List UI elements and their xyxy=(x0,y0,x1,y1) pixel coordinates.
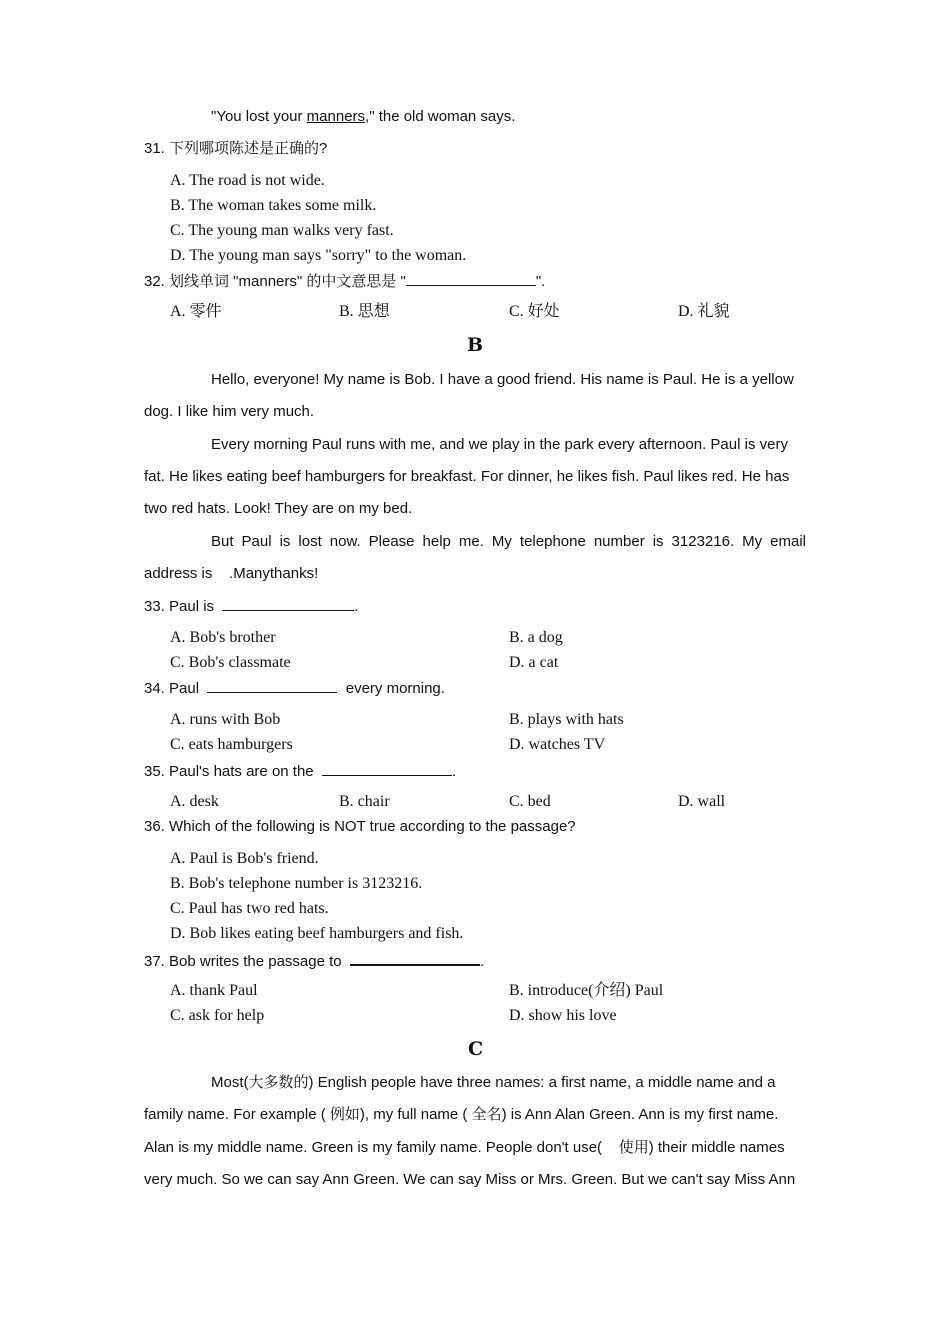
answer-blank xyxy=(350,951,480,966)
section-c-paragraph-line: family name. For example ( 例如), my full name ( 全名) is Ann Alan Green. Ann is my first name. xyxy=(144,1106,779,1123)
question-37-option-a: A. thank Paul xyxy=(170,982,258,999)
question-34-option-b: B. plays with hats xyxy=(509,711,624,728)
question-32-option-d: D. 礼貌 xyxy=(678,303,730,320)
question-36-option-b: B. Bob's telephone number is 3123216. xyxy=(170,875,423,892)
question-36-option-a: A. Paul is Bob's friend. xyxy=(170,850,319,867)
question-31-option-c: C. The young man walks very fast. xyxy=(170,222,394,239)
question-36-option-c: C. Paul has two red hats. xyxy=(170,900,329,917)
answer-blank xyxy=(207,679,337,693)
question-37-option-c: C. ask for help xyxy=(170,1007,265,1024)
answer-blank xyxy=(222,597,354,611)
question-36-stem: 36. Which of the following is NOT true according to the passage? xyxy=(144,818,576,835)
section-b-paragraph-line: dog. I like him very much. xyxy=(144,403,315,420)
question-31-option-d: D. The young man says "sorry" to the woman. xyxy=(170,247,467,264)
question-34-option-a: A. runs with Bob xyxy=(170,711,281,728)
question-32-option-c: C. 好处 xyxy=(509,303,560,320)
section-c-paragraph-line: Most(大多数的) English people have three names: a first name, a middle name and a xyxy=(211,1074,776,1091)
question-35-option-a: A. desk xyxy=(170,793,219,810)
section-b-paragraph-line: But Paul is lost now. Please help me. My telephone number is 3123216. My email xyxy=(211,533,806,550)
question-34-option-d: D. watches TV xyxy=(509,736,606,753)
question-35-option-d: D. wall xyxy=(678,793,726,810)
question-33-option-a: A. Bob's brother xyxy=(170,629,276,646)
answer-blank xyxy=(322,762,452,776)
answer-blank xyxy=(406,272,536,286)
question-33-option-b: B. a dog xyxy=(509,629,563,646)
question-31-option-b: B. The woman takes some milk. xyxy=(170,197,377,214)
question-37-option-d: D. show his love xyxy=(509,1007,617,1024)
question-32-option-b: B. 思想 xyxy=(339,303,390,320)
section-b-heading: B xyxy=(467,334,484,356)
section-b-paragraph-line: Every morning Paul runs with me, and we play in the park every afternoon. Paul is very xyxy=(211,436,788,453)
question-37-stem: 37. Bob writes the passage to . xyxy=(144,953,485,970)
question-34-option-c: C. eats hamburgers xyxy=(170,736,293,753)
section-b-paragraph-line: address is .Manythanks! xyxy=(144,565,319,582)
question-31-option-a: A. The road is not wide. xyxy=(170,172,325,189)
question-31-stem: 31. 下列哪项陈述是正确的? xyxy=(144,140,328,157)
underlined-word-manners: manners xyxy=(306,108,366,125)
question-37-option-b: B. introduce(介绍) Paul xyxy=(509,982,664,999)
question-34-stem: 34. Paul every morning. xyxy=(144,680,445,697)
section-c-heading: C xyxy=(468,1038,484,1060)
section-b-paragraph-line: fat. He likes eating beef hamburgers for breakfast. For dinner, he likes fish. Paul likes red. He has xyxy=(144,468,790,485)
question-35-option-c: C. bed xyxy=(509,793,551,810)
section-b-paragraph-line: Hello, everyone! My name is Bob. I have a good friend. His name is Paul. He is a yellow xyxy=(211,371,794,388)
question-33-option-d: D. a cat xyxy=(509,654,559,671)
section-c-paragraph-line: very much. So we can say Ann Green. We can say Miss or Mrs. Green. But we can't say Miss Ann xyxy=(144,1171,796,1188)
section-c-paragraph-line: Alan is my middle name. Green is my family name. People don't use( 使用) their middle names xyxy=(144,1139,785,1156)
passage-a-quote: "You lost your manners," the old woman says. xyxy=(211,108,516,125)
question-36-option-d: D. Bob likes eating beef hamburgers and fish. xyxy=(170,925,464,942)
question-35-stem: 35. Paul's hats are on the . xyxy=(144,763,457,780)
question-32-option-a: A. 零件 xyxy=(170,303,222,320)
question-33-stem: 33. Paul is . xyxy=(144,598,359,615)
question-33-option-c: C. Bob's classmate xyxy=(170,654,291,671)
question-32-stem: 32. 划线单词 "manners" 的中文意思是 " ". xyxy=(144,273,546,290)
section-b-paragraph-line: two red hats. Look! They are on my bed. xyxy=(144,500,413,517)
question-35-option-b: B. chair xyxy=(339,793,390,810)
